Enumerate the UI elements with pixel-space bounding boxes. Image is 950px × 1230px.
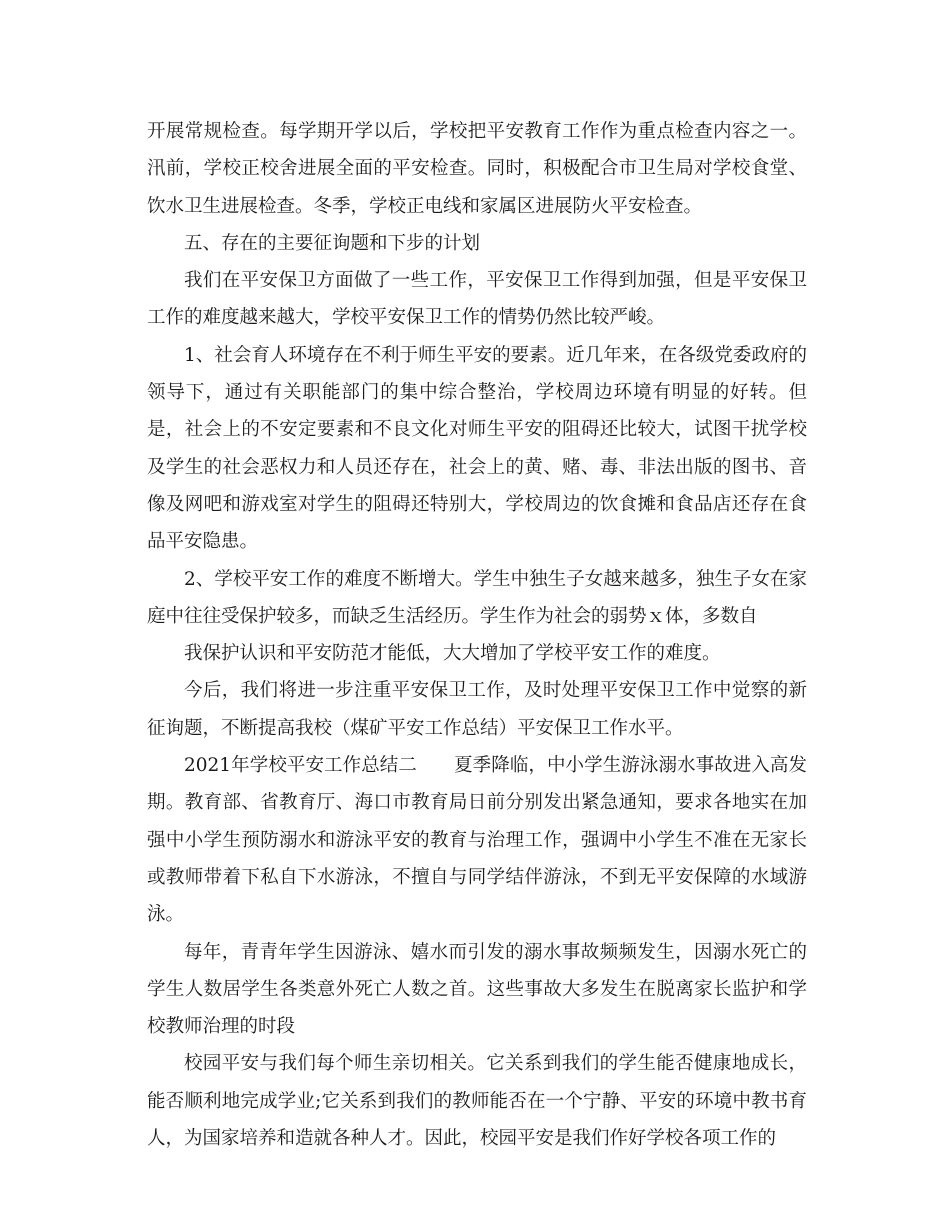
paragraph-future-plans: 今后，我们将进一步注重平安保卫工作，及时处理平安保卫工作中觉察的新征询题，不断提高我校（煤矿平安工作总结）平安保卫工作水平。 [147, 680, 807, 739]
document-body [147, 113, 807, 1157]
paragraph-security-work: 我们在平安保卫方面做了一些工作，平安保卫工作得到加强，但是平安保卫工作的难度越来越大，学校平安保卫工作的情势仍然比较严峻。 [147, 270, 807, 329]
paragraph-social-environment: 1、社会育人环境存在不利于师生平安的要素。近几年来，在各级党委政府的领导下，通过有关职能部门的集中综合整治，学校周边环境有明显的好转。但是，社会上的不安定要素和不良文化对师生平安的阻碍还比较大，试图干扰学校及学生的社会恶权力和人员还存在，社会上的黄、赌、毒、非法出版的图书、音像及网吧和游戏室对学生的阻碍还特别大，学校周边的饮食摊和食品店还存在食品平安隐患。 [147, 344, 807, 553]
paragraph-safety-difficulty: 2、学校平安工作的难度不断增大。学生中独生子女越来越多，独生子女在家庭中往往受保护较多，而缺乏生活经历。学生作为社会的弱势ｘ体，多数自 [147, 568, 807, 627]
paragraph-self-protection: 我保护认识和平安防范才能低，大大增加了学校平安工作的难度。 [184, 643, 721, 665]
paragraph-inspection: 开展常规检查。每学期开学以后，学校把平安教育工作作为重点检查内容之一。汛前，学校正校舍进展全面的平安检查。同时，积极配合市卫生局对学校食堂、饮水卫生进展检查。冬季，学校正电线和家属区进展防火平安检查。 [147, 121, 807, 217]
paragraph-campus-safety: 校园平安与我们每个师生亲切相关。它关系到我们的学生能否健康地成长，能否顺利地完成学业;它关系到我们的教师能否在一个宁静、平安的环境中教书育人，为国家培养和造就各种人才。因此，校园平安是我们作好学校各项工作的 [147, 1053, 807, 1150]
section-heading-problems-plans: 五、存在的主要征询题和下步的计划 [184, 232, 481, 254]
paragraph-drowning-accidents: 每年，青青年学生因游泳、嬉水而引发的溺水事故频频发生，因溺水死亡的学生人数居学生各类意外死亡人数之首。这些事故大多发生在脱离家长监护和学校教师治理的时段 [147, 941, 807, 1038]
paragraph-summary-two: 2021年学校平安工作总结二 夏季降临，中小学生游泳溺水事故进入高发期。教育部、省教育厅、海口市教育局日前分别发出紧急通知，要求各地实在加强中小学生预防溺水和游泳平安的教育与治理工作，强调中小学生不准在无家长或教师带着下私自下水游泳，不擅自与同学结伴游泳，不到无平安保障的水域游泳。 [147, 755, 807, 926]
